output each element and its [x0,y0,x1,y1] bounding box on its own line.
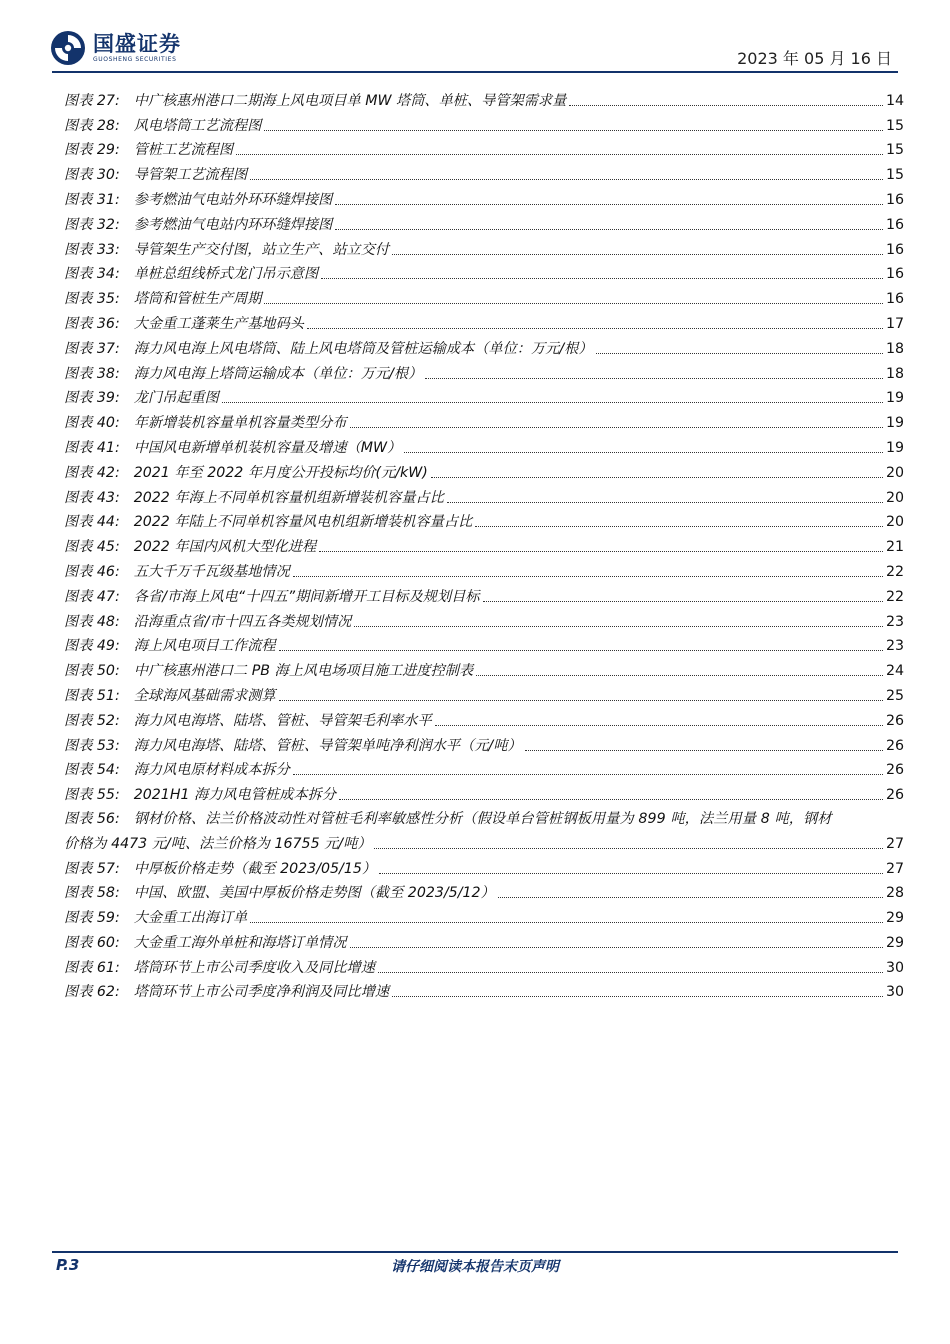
toc-entry[interactable] [64,977,904,1002]
toc-entry-title: 塔筒环节上市公司季度净利润及同比增速 [133,984,390,1001]
toc-entry-page: 25 [885,687,904,704]
toc-dot-leader [339,799,883,800]
toc-entry-page: 26 [885,712,904,729]
toc-entry-label: 图表 62: [64,984,120,1001]
toc-entry-page: 30 [885,959,904,976]
toc-dot-leader [293,576,883,577]
toc-entry[interactable] [64,730,904,755]
toc-dot-leader [335,204,883,205]
toc-entry-page: 19 [885,415,904,432]
toc-dot-leader [379,873,883,874]
toc-entry-page: 20 [885,464,904,481]
toc-entry[interactable] [64,556,904,581]
toc-entry-page: 16 [885,241,904,258]
toc-dot-leader [475,526,883,527]
toc-entry-title: 海力风电原材料成本拆分 [133,762,290,779]
toc-entry-label: 图表 58: [64,885,120,902]
toc-entry-title: 钢材价格、法兰价格波动性对管桩毛利率敏感性分析（假设单台管桩钢板用量为 899 吨，法兰用量 8 吨，钢材 [133,811,832,828]
toc-entry-page: 16 [885,191,904,208]
disclaimer-notice: 请仔细阅读本报告末页声明 [391,1259,559,1275]
toc-entry-page: 26 [885,787,904,804]
toc-entry-label: 图表 61: [64,959,120,976]
toc-entry[interactable] [64,135,904,160]
toc-entry-title: 管桩工艺流程图 [133,142,234,159]
toc-entry-label: 图表 36: [64,315,120,332]
toc-dot-leader [350,947,883,948]
toc-entry[interactable] [64,779,904,804]
toc-entry-label: 图表 43: [64,489,120,506]
toc-entry-label: 图表 31: [64,191,120,208]
toc-dot-leader [435,725,883,726]
toc-entry-page: 27 [885,835,904,852]
toc-entry-title: 海力风电海上塔筒运输成本（单位：万元/根） [133,365,423,382]
toc-dot-leader [279,650,883,651]
toc-dot-leader [525,750,883,751]
toc-entry-page: 19 [885,390,904,407]
toc-entry-title: 中厚板价格走势（截至 2023/05/15） [133,860,377,877]
toc-entry[interactable] [64,407,904,432]
toc-entry-page: 26 [885,737,904,754]
toc-entry-title: 大金重工海外单桩和海塔订单情况 [133,934,347,951]
toc-entry-label: 图表 37: [64,340,120,357]
toc-entry-title: 五大千万千瓦级基地情况 [133,563,290,580]
toc-entry[interactable] [64,110,904,135]
toc-entry-page: 17 [885,315,904,332]
toc-dot-leader [250,922,883,923]
toc-entry-page: 30 [885,984,904,1001]
toc-dot-leader [404,452,883,453]
toc-entry[interactable] [64,606,904,631]
toc-entry-page: 22 [885,563,904,580]
toc-entry-title: 导管架生产交付图，站立生产、站立交付 [133,241,390,258]
toc-dot-leader [498,897,883,898]
toc-entry-label: 图表 49: [64,638,120,655]
toc-entry-title: 2021H1 海力风电管桩成本拆分 [133,787,336,804]
toc-dot-leader [319,551,883,552]
toc-dot-leader [374,848,882,849]
toc-entry-title: 导管架工艺流程图 [133,167,248,184]
toc-entry-label: 图表 59: [64,910,120,927]
toc-entry-title: 海力风电海塔、陆塔、管桩、导管架单吨净利润水平（元/吨） [133,737,522,754]
toc-entry-label: 图表 55: [64,787,120,804]
toc-entry-label: 图表 47: [64,588,120,605]
toc-entry-label: 图表 53: [64,737,120,754]
toc-entry-page: 23 [885,638,904,655]
toc-entry[interactable] [64,85,904,110]
toc-entry-title: 沿海重点省/市十四五各类规划情况 [133,613,352,630]
toc-dot-leader [264,303,883,304]
toc-entry-page: 15 [885,117,904,134]
toc-entry-label: 图表 48: [64,613,120,630]
toc-entry[interactable] [64,755,904,780]
toc-dot-leader [476,675,883,676]
toc-dot-leader [321,278,883,279]
toc-entry-page: 14 [885,92,904,109]
toc-entry-title: 2022 年海上不同单机容量机组新增装机容量占比 [133,489,444,506]
toc-entry[interactable] [64,902,904,927]
brand-logo-icon [50,30,86,66]
toc-entry-label: 图表 45: [64,539,120,556]
toc-entry[interactable] [64,482,904,507]
page-number: P.3 [56,1256,80,1274]
toc-dot-leader [569,105,883,106]
toc-entry-title: 中国、欧盟、美国中厚板价格走势图（截至 2023/5/12） [133,885,495,902]
toc-entry-title: 海上风电项目工作流程 [133,638,276,655]
toc-entry-title: 2022 年国内风机大型化进程 [133,539,317,556]
toc-entry-page: 22 [885,588,904,605]
toc-entry-label: 图表 34: [64,266,120,283]
toc-entry-label: 图表 35: [64,291,120,308]
page-header [0,0,950,80]
toc-entry-page: 20 [885,489,904,506]
toc-entry-title: 风电塔筒工艺流程图 [133,117,262,134]
toc-entry-title: 全球海风基础需求测算 [133,687,276,704]
toc-entry-page: 20 [885,514,904,531]
toc-entry[interactable] [64,878,904,903]
toc-entry[interactable] [64,631,904,656]
toc-entry-title: 2022 年陆上不同单机容量风电机组新增装机容量占比 [133,514,473,531]
toc-entry-label: 图表 52: [64,712,120,729]
toc-entry-label: 图表 51: [64,687,120,704]
toc-entry-page: 18 [885,365,904,382]
toc-entry-label: 图表 30: [64,167,120,184]
toc-entry-title-continued: 价格为 4473 元/吨、法兰价格为 16755 元/吨） [64,835,372,852]
toc-dot-leader [250,179,883,180]
toc-entry-title: 单桩总组线桥式龙门吊示意图 [133,266,319,283]
toc-entry-page: 27 [885,860,904,877]
footer-divider [52,1251,898,1253]
toc-entry-label: 图表 38: [64,365,120,382]
toc-entry[interactable] [64,927,904,952]
toc-entry[interactable] [64,234,904,259]
toc-entry-label: 图表 56: [64,811,120,828]
toc-entry[interactable] [64,680,904,705]
toc-dot-leader [596,353,883,354]
toc-entry[interactable] [64,507,904,532]
toc-dot-leader [264,130,883,131]
toc-entry-page: 19 [885,439,904,456]
toc-entry-title: 各省/市海上风电“十四五”期间新增开工目标及规划目标 [133,588,480,605]
toc-dot-leader [425,378,883,379]
toc-entry-page: 15 [885,167,904,184]
toc-entry-page: 28 [885,885,904,902]
toc-entry-page: 16 [885,266,904,283]
toc-entry-title: 参考燃油气电站外环环缝焊接图 [133,191,333,208]
toc-entry-label: 图表 57: [64,860,120,877]
toc-entry[interactable] [64,259,904,284]
toc-dot-leader [378,972,883,973]
toc-dot-leader [431,477,883,478]
toc-entry-page: 16 [885,291,904,308]
toc-entry[interactable] [64,457,904,482]
toc-entry[interactable] [64,209,904,234]
toc-dot-leader [447,502,883,503]
figure-index [64,85,904,1001]
toc-entry[interactable] [64,358,904,383]
toc-entry-title: 大金重工蓬莱生产基地码头 [133,315,304,332]
toc-entry[interactable] [64,705,904,730]
report-date: 2023 年 05 月 16 日 [737,49,892,68]
toc-entry[interactable] [64,531,904,556]
toc-dot-leader [222,402,883,403]
toc-entry-page: 16 [885,216,904,233]
brand-name-cn: 国盛证券 [93,31,181,56]
toc-entry-title: 2021 年至 2022 年月度公开投标均价(元/kW) [133,464,428,481]
toc-entry-page: 15 [885,142,904,159]
toc-entry-label: 图表 46: [64,563,120,580]
toc-entry[interactable] [64,159,904,184]
toc-dot-leader [236,154,883,155]
toc-entry-label: 图表 60: [64,934,120,951]
toc-entry[interactable] [64,655,904,680]
toc-entry[interactable] [64,853,904,878]
toc-entry[interactable] [64,283,904,308]
toc-entry-label: 图表 42: [64,464,120,481]
toc-dot-leader [350,427,883,428]
toc-entry-page: 23 [885,613,904,630]
toc-dot-leader [392,254,883,255]
toc-entry-label: 图表 50: [64,663,120,680]
toc-entry-label: 图表 32: [64,216,120,233]
toc-entry-page: 24 [885,663,904,680]
toc-entry-title: 参考燃油气电站内环环缝焊接图 [133,216,333,233]
toc-entry-title: 塔筒和管桩生产周期 [133,291,262,308]
brand-name-en: GUOSHENG SECURITIES [93,55,177,63]
toc-entry-label: 图表 28: [64,117,120,134]
toc-entry-label: 图表 41: [64,439,120,456]
toc-entry-title: 塔筒环节上市公司季度收入及同比增速 [133,959,375,976]
toc-entry-title: 中广核惠州港口二期海上风电项目单 MW 塔筒、单桩、导管架需求量 [133,92,567,109]
toc-entry-page: 26 [885,762,904,779]
toc-dot-leader [354,626,883,627]
toc-entry-label: 图表 29: [64,142,120,159]
toc-dot-leader [392,996,883,997]
toc-entry-page: 29 [885,934,904,951]
toc-entry-label: 图表 27: [64,92,120,109]
brand-logo [50,30,181,66]
toc-entry-title: 年新增装机容量单机容量类型分布 [133,415,347,432]
toc-entry-page: 21 [885,539,904,556]
toc-entry-label: 图表 54: [64,762,120,779]
toc-entry[interactable] [64,804,904,853]
toc-entry[interactable] [64,383,904,408]
toc-entry-page: 18 [885,340,904,357]
toc-entry[interactable] [64,952,904,977]
toc-entry-page: 29 [885,910,904,927]
header-divider [52,71,898,73]
toc-entry[interactable] [64,333,904,358]
toc-entry-title: 海力风电海塔、陆塔、管桩、导管架毛利率水平 [133,712,432,729]
toc-entry[interactable] [64,432,904,457]
toc-entry-title: 龙门吊起重图 [133,390,219,407]
toc-entry-label: 图表 40: [64,415,120,432]
toc-dot-leader [293,774,883,775]
toc-entry-title: 海力风电海上风电塔筒、陆上风电塔筒及管桩运输成本（单位：万元/根） [133,340,593,357]
toc-dot-leader [483,601,883,602]
toc-dot-leader [279,700,883,701]
toc-entry-label: 图表 39: [64,390,120,407]
toc-entry-label: 图表 44: [64,514,120,531]
toc-entry[interactable] [64,184,904,209]
toc-entry[interactable] [64,308,904,333]
toc-entry[interactable] [64,581,904,606]
toc-dot-leader [307,328,883,329]
toc-entry-label: 图表 33: [64,241,120,258]
toc-entry-title: 大金重工出海订单 [133,910,248,927]
toc-entry-title: 中国风电新增单机装机容量及增速（MW） [133,439,402,456]
toc-dot-leader [335,229,883,230]
toc-entry-title: 中广核惠州港口二 PB 海上风电场项目施工进度控制表 [133,663,474,680]
